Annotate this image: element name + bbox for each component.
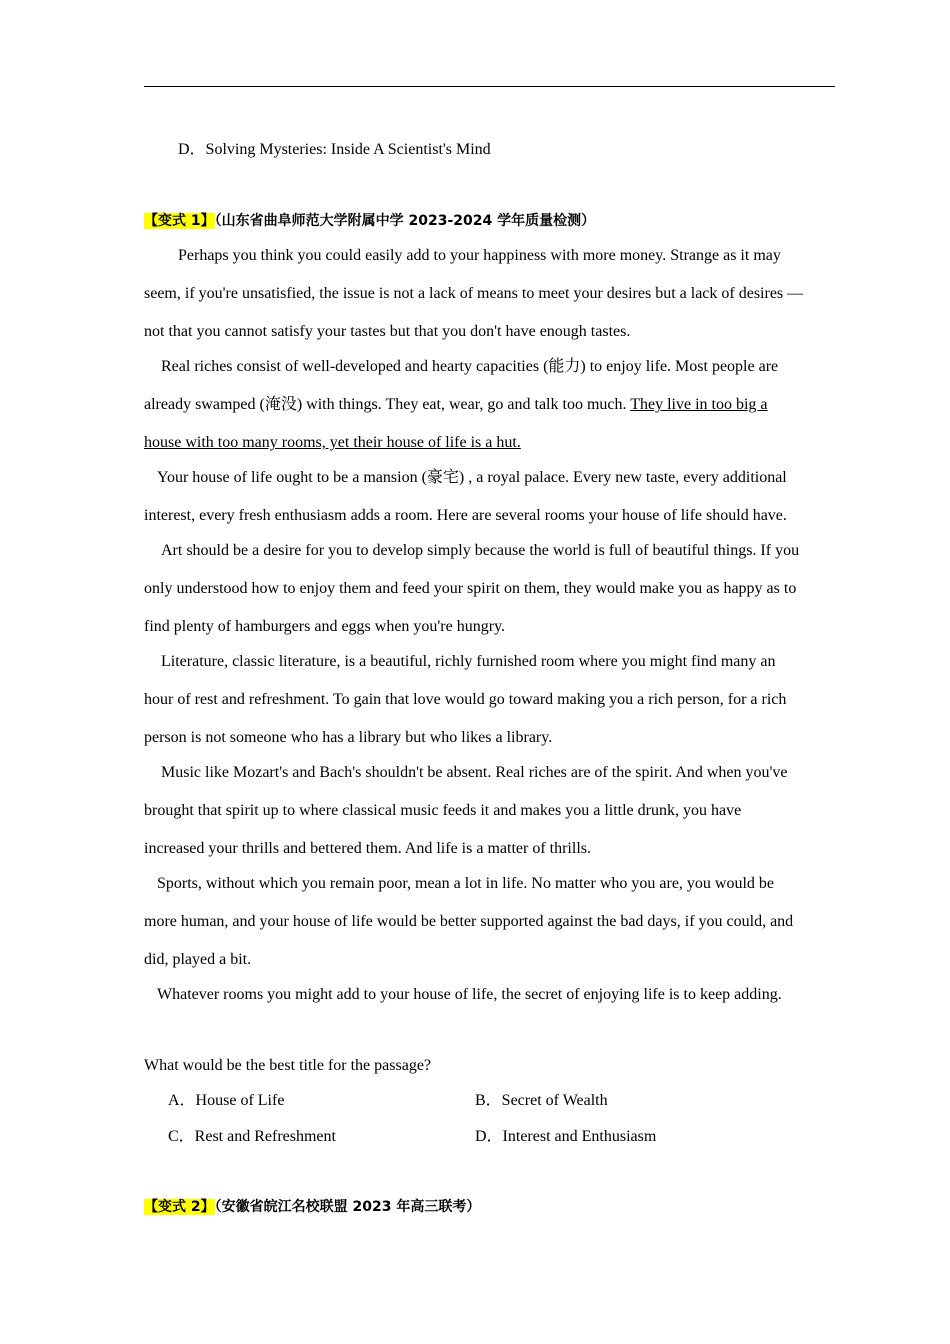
passage-line: interest, every fresh enthusiasm adds a room. Here are several rooms your house of life should have. xyxy=(144,507,787,524)
passage-line: Perhaps you think you could easily add to your happiness with more money. Strange as it may xyxy=(178,247,781,264)
passage-text: already swamped (淹没) with things. They eat, wear, go and talk too much. xyxy=(144,396,631,413)
passage-line: find plenty of hamburgers and eggs when you're hungry. xyxy=(144,618,506,635)
underlined-sentence: They live in too big a xyxy=(630,396,768,413)
variant-1-source: （山东省曲阜师范大学附属中学 2023-2024 学年质量检测） xyxy=(214,213,596,229)
option-c: C．Rest and Refreshment xyxy=(168,1128,336,1145)
passage-line: Literature, classic literature, is a beautiful, richly furnished room where you might find many an xyxy=(161,653,776,670)
passage-line: Real riches consist of well-developed and hearty capacities (能力) to enjoy life. Most people are xyxy=(161,358,779,375)
passage-line: Art should be a desire for you to develop simply because the world is full of beautiful things. If you xyxy=(161,542,800,559)
passage-line: Your house of life ought to be a mansion (豪宅) , a royal palace. Every new taste, every additional xyxy=(157,469,787,486)
passage-line: not that you cannot satisfy your tastes but that you don't have enough tastes. xyxy=(144,323,631,340)
header-rule xyxy=(144,86,835,87)
previous-option-d: D．Solving Mysteries: Inside A Scientist's Mind xyxy=(178,141,491,158)
passage-line: increased your thrills and bettered them. And life is a matter of thrills. xyxy=(144,840,591,857)
passage-line: brought that spirit up to where classical music feeds it and makes you a little drunk, you have xyxy=(144,802,742,819)
variant-2-tag: 【变式 2】 xyxy=(144,1199,215,1215)
passage-line: only understood how to enjoy them and feed your spirit on them, they would make you as happy as to xyxy=(144,580,797,597)
passage-line: Music like Mozart's and Bach's shouldn't be absent. Real riches are of the spirit. And when you've xyxy=(161,764,788,781)
variant-1-tag: 【变式 1】 xyxy=(144,213,215,229)
passage-line: hour of rest and refreshment. To gain that love would go toward making you a rich person, for a rich xyxy=(144,691,787,708)
passage-line: did, played a bit. xyxy=(144,951,252,968)
option-a: A．House of Life xyxy=(168,1092,285,1109)
passage-line: person is not someone who has a library but who likes a library. xyxy=(144,729,553,746)
variant-2-source: （安徽省皖江名校联盟 2023 年高三联考） xyxy=(214,1199,481,1215)
passage-line xyxy=(144,395,768,415)
passage-line: more human, and your house of life would be better supported against the bad days, if you could, and xyxy=(144,913,794,930)
passage-line: Sports, without which you remain poor, mean a lot in life. No matter who you are, you would be xyxy=(157,875,775,892)
option-b: B．Secret of Wealth xyxy=(475,1092,608,1109)
variant-2-heading xyxy=(144,1197,480,1217)
passage-line: Whatever rooms you might add to your house of life, the secret of enjoying life is to keep adding. xyxy=(157,986,782,1003)
option-d: D．Interest and Enthusiasm xyxy=(475,1128,657,1145)
question-stem: What would be the best title for the passage? xyxy=(144,1057,432,1074)
passage-line: seem, if you're unsatisfied, the issue is not a lack of means to meet your desires but a lack of desires — xyxy=(144,285,804,302)
variant-1-heading xyxy=(144,211,595,231)
underlined-sentence: house with too many rooms, yet their house of life is a hut. xyxy=(144,434,521,451)
